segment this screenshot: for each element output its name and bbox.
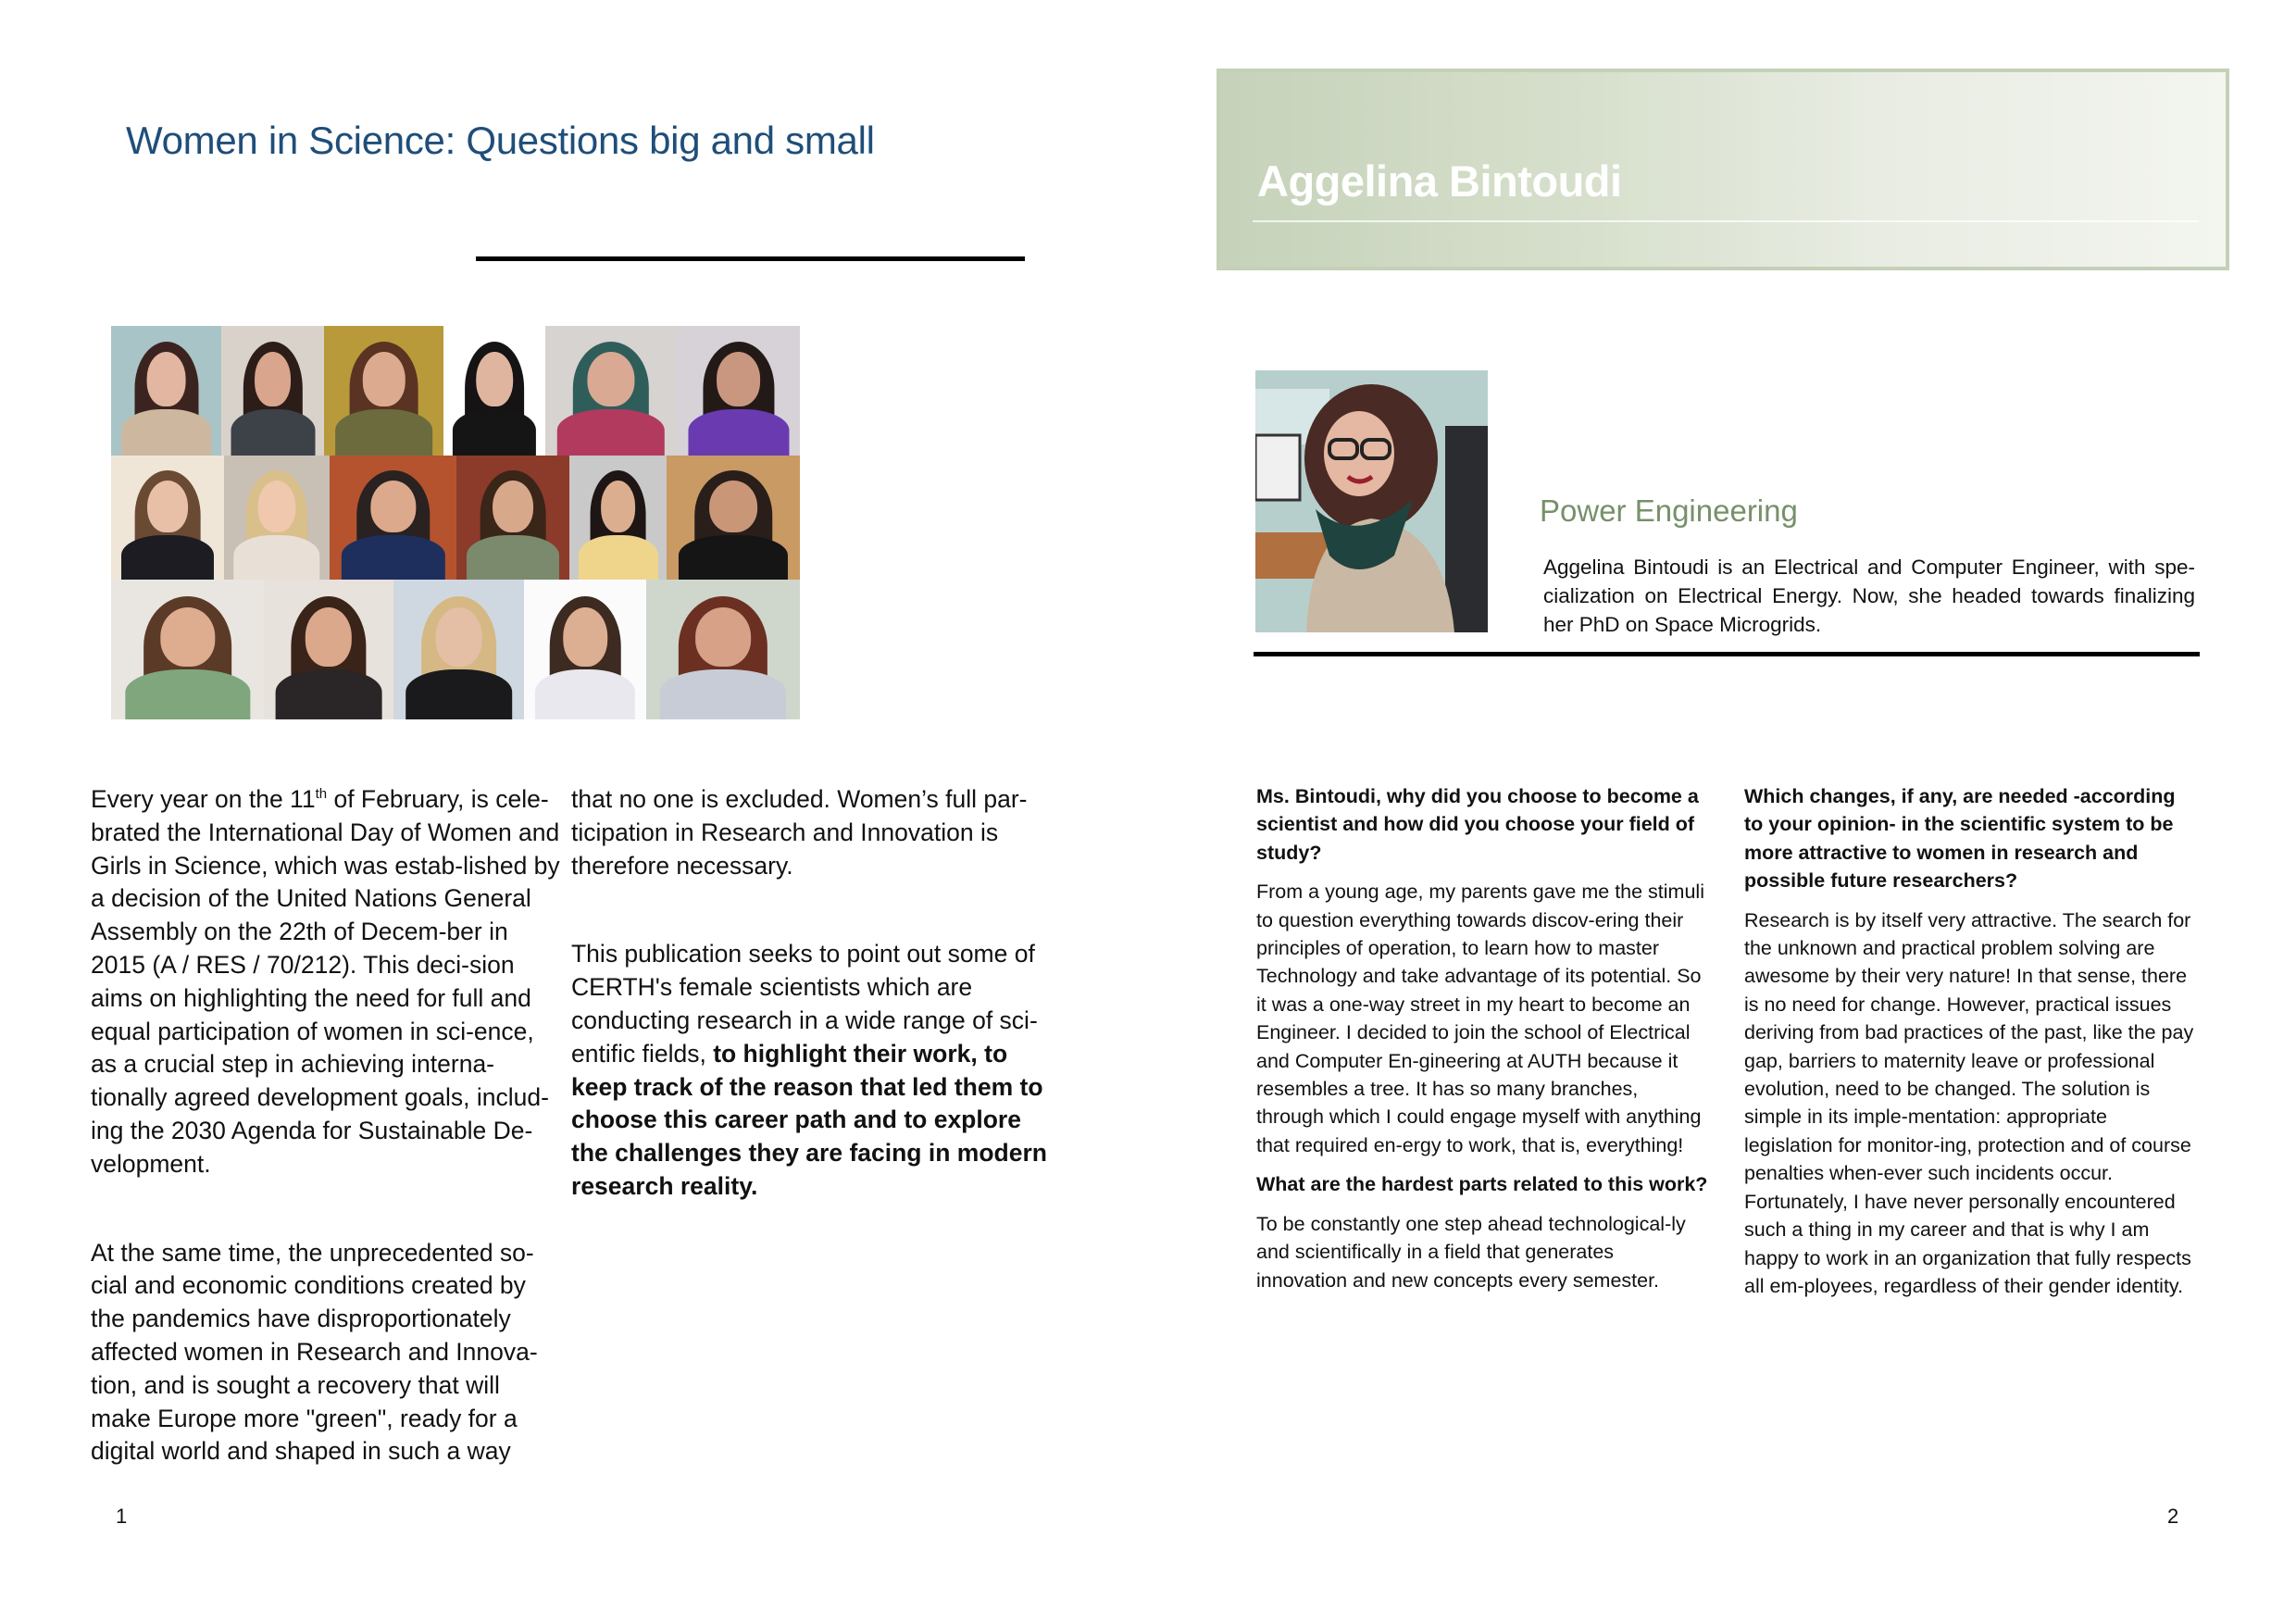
portrait-body	[406, 669, 513, 719]
scientist-name: Aggelina Bintoudi	[1257, 156, 1622, 206]
collage-portrait	[330, 456, 456, 580]
portrait-body	[679, 535, 788, 580]
portrait-body	[557, 409, 665, 456]
portrait-face	[435, 607, 482, 666]
profile-divider	[1254, 652, 2200, 656]
collage-row-3	[111, 580, 800, 719]
intro-highlight: to highlight their work, to keep track of the reason that led them to choose this career path and to explore the challenges they are facing in modern research reality.	[571, 1039, 1047, 1200]
profile-photo	[1255, 370, 1488, 632]
collage-portrait	[443, 326, 545, 456]
collage-portrait	[545, 326, 677, 456]
portrait-body	[233, 535, 319, 580]
collage-portrait	[224, 456, 330, 580]
page-number: 1	[116, 1505, 128, 1528]
portrait-face	[146, 352, 186, 406]
collage-portrait	[569, 456, 667, 580]
portrait-face	[160, 607, 215, 666]
portrait-body	[231, 409, 315, 456]
portrait-face	[362, 352, 405, 406]
portrait-body	[341, 535, 444, 580]
portrait-body	[125, 669, 250, 719]
intro-paragraph-1	[91, 783, 563, 1181]
intro-paragraph-3: that no one is excluded. Women’s full par-ticipation in Research and Innovation is therefore necessary.	[571, 785, 1028, 880]
collage-portrait	[111, 580, 264, 719]
profile-photo-illustration	[1255, 370, 1488, 632]
portrait-face	[476, 352, 513, 406]
banner-divider	[1253, 220, 2199, 222]
intro-column-1	[91, 783, 563, 1468]
interview-question: Which changes, if any, are needed -according to your opinion- in the scientific system to be more attractive to women in research and possible future researchers?	[1744, 785, 2176, 893]
interview-question: Ms. Bintoudi, why did you choose to become a scientist and how did you choose your field of study?	[1256, 785, 1699, 864]
portrait-face	[255, 352, 292, 406]
portrait-face	[717, 352, 761, 406]
research-field: Power Engineering	[1540, 493, 1798, 528]
interview-question: What are the hardest parts related to this work?	[1256, 1173, 1708, 1196]
portrait-face	[257, 481, 295, 532]
interview-column-1	[1256, 782, 1710, 1305]
intro-text: This publication seeks to point out some of CERTH's female scientists which are conducting research in a wide range of sci-entific fields,	[571, 940, 1038, 1068]
intro-text: of February, is cele-brated the International Day of Women and Girls in Science, which was estab-lished by a decision of the United Nations General Assembly on the 22th of Decem-ber in 2015 (A / RES / 70/212). This deci-sion aims on highlighting the need for full and equal participation of women in sci-ence, as a crucial step in achieving interna-tionally agreed development goals, includ-ing the 2030 Agenda for Sustainable De-velopment.	[91, 785, 560, 1178]
collage-portrait	[111, 326, 221, 456]
interview-answer: To be constantly one step ahead technological-ly and scientifically in a field that generates innovation and new concepts every semester.	[1256, 1212, 1686, 1292]
portrait-face	[709, 481, 757, 532]
scientist-bio: Aggelina Bintoudi is an Electrical and Computer Engineer, with spe-cialization on Electrical Energy. Now, she headed towards finalizing her PhD on Space Microgrids.	[1543, 556, 2195, 636]
collage-portrait	[324, 326, 443, 456]
portrait-body	[467, 535, 559, 580]
intro-paragraph-2: At the same time, the unprecedented so-cial and economic conditions created by the pandemics have disproportionately affected women in Research and Innova-tion, and is sought a recovery that will make Europe more "green", ready for a digital world and shaped in such a way	[91, 1238, 538, 1466]
portrait-body	[535, 669, 635, 719]
portrait-body	[578, 535, 657, 580]
portrait-face	[306, 607, 352, 666]
portrait-face	[493, 481, 533, 532]
interview-answer: Research is by itself very attractive. The search for the unknown and practical problem solving are awesome by their very nature! In that sense, there is no need for change. However, practical issues deriving from bad practices of the past, like the pay gap, barriers to maternity leave or professional evolution, need to be changed. The solution is simple in its imple-mentation: appropriate legislation for monitor-ing, protection and of course penalties when-ever such incidents occur. Fortunately, I have never personally encountered such a thing in my career and that is why I am happy to work in an organization that fully respects all em-ployees, regardless of their gender identity.	[1744, 908, 2194, 1297]
page-number: 2	[2167, 1505, 2179, 1528]
collage-portrait	[393, 580, 524, 719]
portrait-face	[370, 481, 416, 532]
intro-text: Every year on the 11	[91, 785, 316, 813]
portrait-face	[147, 481, 188, 532]
portrait-face	[601, 481, 636, 532]
interview-column-2	[1744, 782, 2198, 1311]
portrait-face	[563, 607, 607, 666]
interview-answer: From a young age, my parents gave me the stimuli to question everything towards discov-ering their principles of operation, to learn how to master Technology and take advantage of its potential. So it was a one-way street in my heart to become an Engineer. I decided to join the school of Electrical and Computer En-gineering at AUTH because it resembles a tree. It has so many branches, through which I could engage myself with anything that required en-ergy to work, that is, everything!	[1256, 881, 1704, 1156]
portrait-face	[695, 607, 751, 666]
publication-title: Women in Science: Questions big and small	[126, 119, 875, 162]
portrait-body	[121, 535, 214, 580]
collage-portrait	[667, 456, 800, 580]
portrait-body	[276, 669, 382, 719]
intro-column-2	[571, 783, 1053, 1204]
name-banner	[1217, 69, 2229, 270]
collage-portrait	[456, 456, 569, 580]
collage-portrait	[646, 580, 800, 719]
scientists-photo-collage	[111, 326, 800, 719]
portrait-body	[660, 669, 786, 719]
ordinal-suffix: th	[315, 786, 328, 803]
collage-portrait	[221, 326, 324, 456]
collage-row-1	[111, 326, 800, 456]
collage-portrait	[524, 580, 646, 719]
portrait-body	[688, 409, 789, 456]
portrait-body	[335, 409, 433, 456]
intro-paragraph-4	[571, 938, 1053, 1203]
title-divider	[476, 256, 1025, 261]
portrait-body	[453, 409, 536, 456]
collage-row-2	[111, 456, 800, 580]
collage-portrait	[264, 580, 393, 719]
collage-portrait	[111, 456, 224, 580]
portrait-face	[587, 352, 634, 406]
collage-portrait	[677, 326, 800, 456]
portrait-body	[121, 409, 212, 456]
